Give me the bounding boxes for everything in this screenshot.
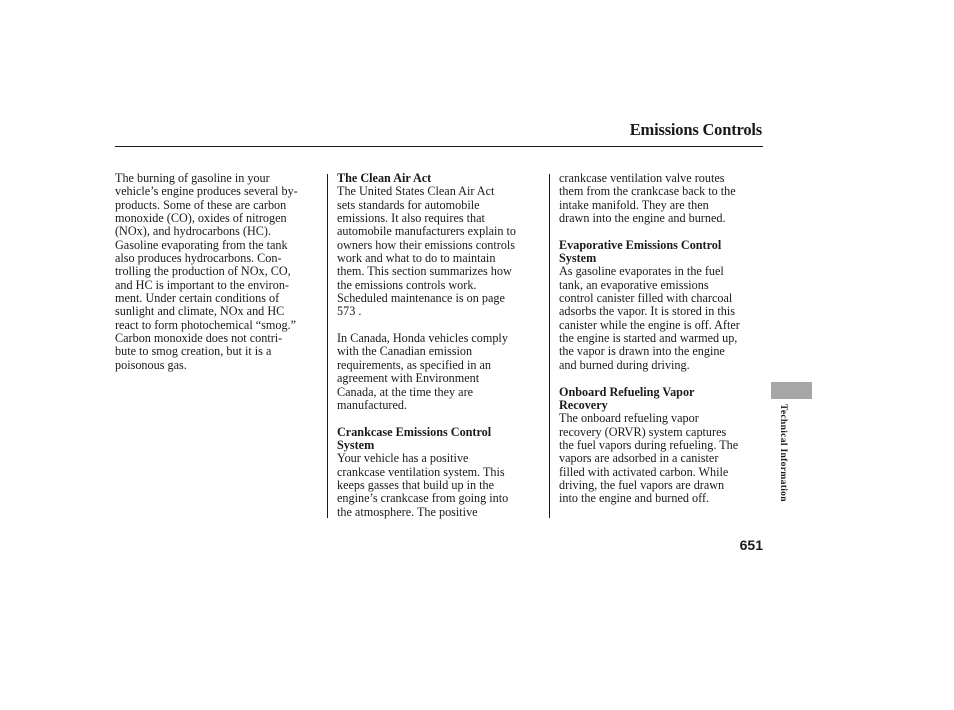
section-tab-marker [771, 382, 812, 399]
orvr-heading: Onboard Refueling Vapor Recovery [559, 384, 695, 412]
section-label: Technical Information [778, 404, 789, 502]
column-2 [337, 172, 547, 519]
column-1 [115, 172, 325, 372]
canada-paragraph: In Canada, Honda vehicles comply with the Canadian emission requirements, as specified in an agreement with Environment Canada, at the time they are manufactured. [337, 331, 508, 412]
crankcase-paragraph: Your vehicle has a positive crankcase ventilation system. This keeps gasses that build up in the engine’s crankcase from going into the atmosphere. The positive [337, 451, 509, 519]
clean-air-act-paragraph: The United States Clean Air Act sets standards for automobile emissions. It also requires that automobile manufacturers explain to owners how their emissions controls work and what to do to maintain them. This section summarizes how the emissions controls work. Scheduled maintenance is on page 573 . [337, 184, 517, 319]
column-divider-2 [549, 174, 550, 518]
page-number: 651 [739, 537, 763, 553]
orvr-paragraph: The onboard refueling vapor recovery (ORVR) system captures the fuel vapors during refueling. The vapors are adsorbed in a canister filled with activated carbon. While driving, the fuel vapors are drawn into the engine and burned off. [559, 411, 739, 506]
crankcase-heading: Crankcase Emissions Control System [337, 424, 492, 452]
crankcase-continued-paragraph: crankcase ventilation valve routes them from the crankcase back to the intake manifold. They are then drawn into the engine and burned. [559, 171, 736, 226]
title-divider [115, 146, 763, 147]
clean-air-act-heading: The Clean Air Act [337, 171, 432, 185]
page-title: Emissions Controls [629, 120, 762, 139]
column-divider-1 [327, 174, 328, 518]
intro-paragraph: The burning of gasoline in your vehicle’s engine produces several by- products. Some of these are carbon monoxide (CO), oxides of nitrogen (NOx), and hydrocarbons (HC). Gasoline evaporating from the tank also produces hydrocarbons. Con- trolling the production of NOx, CO, and HC is important to the environ- ment. Under certain conditions of sunlight and climate, NOx and HC react to form photochemical “smog.” Carbon monoxide does not contri- bute to smog creation, but it is a poisonous gas. [115, 171, 298, 372]
evaporative-paragraph: As gasoline evaporates in the fuel tank, an evaporative emissions control canister filled with charcoal adsorbs the vapor. It is stored in this canister while the engine is off. After the engine is started and warmed up, the vapor is drawn into the engine and burned during driving. [559, 264, 740, 372]
column-3 [559, 172, 769, 506]
evaporative-heading: Evaporative Emissions Control System [559, 237, 722, 266]
